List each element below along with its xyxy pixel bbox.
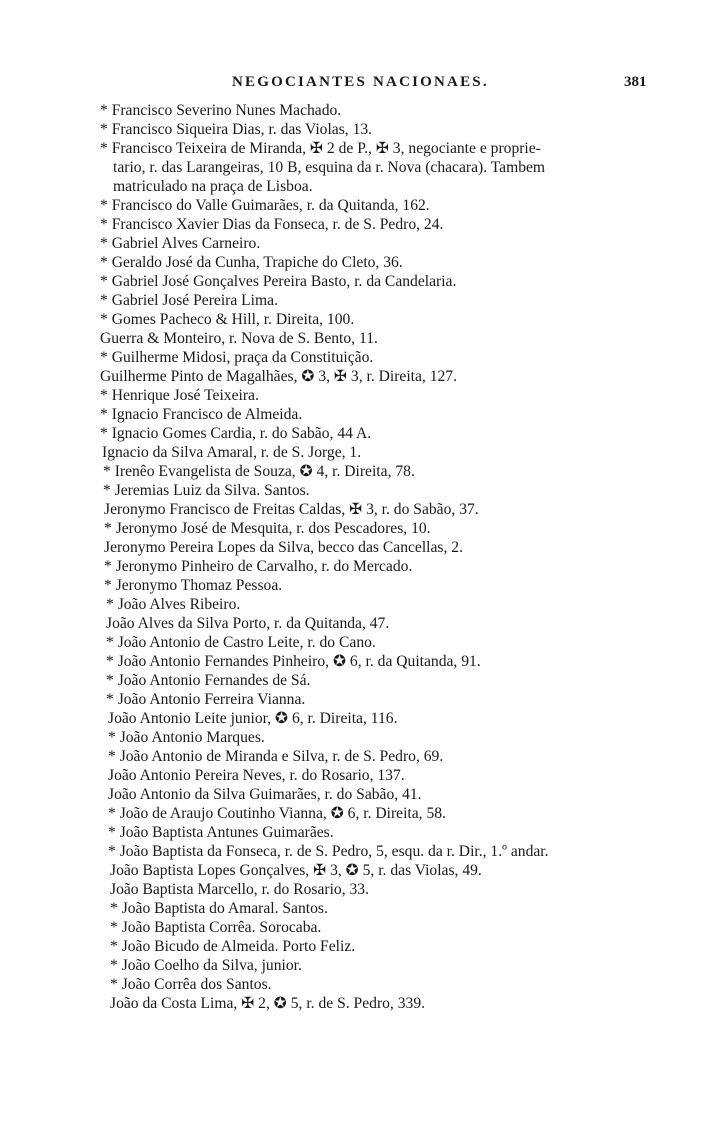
list-line: * João Alves Ribeiro. [106,596,241,613]
list-line: * Guilherme Midosi, praça da Constituição. [100,349,374,366]
list-line: matriculado na praça de Lisboa. [113,178,313,195]
list-line: João Baptista Marcello, r. do Rosario, 33. [110,881,369,898]
list-line: João Antonio Pereira Neves, r. do Rosario, 137. [108,767,405,784]
list-line: * Ignacio Gomes Cardia, r. do Sabão, 44 A. [100,425,372,442]
list-line: * João Baptista Antunes Guimarães. [108,824,334,841]
list-line: * João Corrêa dos Santos. [110,976,272,993]
list-line: * João de Araujo Coutinho Vianna, ✪ 6, r. Direita, 58. [108,805,446,822]
list-line: João Antonio da Silva Guimarães, r. do Sabão, 41. [108,786,422,803]
list-line: tario, r. das Larangeiras, 10 B, esquina da r. Nova (chacara). Tambem [113,159,546,176]
list-line: * Gabriel Alves Carneiro. [100,235,261,252]
list-line: * Ignacio Francisco de Almeida. [100,406,303,423]
list-line: * Jeronymo José de Mesquita, r. dos Pescadores, 10. [104,520,431,537]
list-line: * Francisco Teixeira de Miranda, ✠ 2 de P., ✠ 3, negociante e proprie- [100,140,541,157]
list-line: João Antonio Leite junior, ✪ 6, r. Direita, 116. [108,710,398,727]
list-line: * João Bicudo de Almeida. Porto Feliz. [110,938,356,955]
list-line: * Jeronymo Pinheiro de Carvalho, r. do Mercado. [104,558,413,575]
list-line: * João Antonio Marques. [108,729,265,746]
list-line: * Henrique José Teixeira. [100,387,259,404]
running-title: NEGOCIANTES NACIONAES. [232,74,489,90]
list-line: * João Antonio Fernandes de Sá. [106,672,311,689]
page-number: 381 [624,74,647,90]
list-line: * Francisco Severino Nunes Machado. [100,102,342,119]
list-line: Guerra & Monteiro, r. Nova de S. Bento, 11. [100,330,378,347]
list-line: * Geraldo José da Cunha, Trapiche do Cleto, 36. [100,254,403,271]
list-line: * Francisco Xavier Dias da Fonseca, r. de S. Pedro, 24. [100,216,444,233]
list-line: * João Antonio de Miranda e Silva, r. de S. Pedro, 69. [108,748,444,765]
list-line: * João Baptista do Amaral. Santos. [110,900,328,917]
list-line: Jeronymo Pereira Lopes da Silva, becco das Cancellas, 2. [104,539,463,556]
list-line: * Francisco Siqueira Dias, r. das Violas, 13. [100,121,373,138]
list-line: * Jeremias Luiz da Silva. Santos. [103,482,310,499]
list-line: * João Antonio Fernandes Pinheiro, ✪ 6, r. da Quitanda, 91. [106,653,481,670]
list-line: * Gabriel José Gonçalves Pereira Basto, r. da Candelaria. [100,273,457,290]
list-line: Jeronymo Francisco de Freitas Caldas, ✠ 3, r. do Sabão, 37. [104,501,479,518]
list-line: * Gomes Pacheco & Hill, r. Direita, 100. [100,311,355,328]
list-line: João da Costa Lima, ✠ 2, ✪ 5, r. de S. Pedro, 339. [110,995,426,1012]
list-line: * João Baptista da Fonseca, r. de S. Pedro, 5, esqu. da r. Dir., 1.º andar. [108,843,549,860]
list-line: * João Antonio de Castro Leite, r. do Cano. [106,634,376,651]
list-line: * Irenêo Evangelista de Souza, ✪ 4, r. Direita, 78. [103,463,415,480]
list-line: * Francisco do Valle Guimarães, r. da Quitanda, 162. [100,197,430,214]
list-line: * João Antonio Ferreira Vianna. [106,691,306,708]
list-line: Guilherme Pinto de Magalhães, ✪ 3, ✠ 3, r. Direita, 127. [100,368,457,385]
list-line: * João Baptista Corrêa. Sorocaba. [110,919,322,936]
list-line: João Alves da Silva Porto, r. da Quitanda, 47. [106,615,390,632]
list-line: * Gabriel José Pereira Lima. [100,292,278,309]
list-line: * Jeronymo Thomaz Pessoa. [104,577,283,594]
list-line: Ignacio da Silva Amaral, r. de S. Jorge, 1. [102,444,362,461]
list-line: * João Coelho da Silva, junior. [110,957,302,974]
list-line: João Baptista Lopes Gonçalves, ✠ 3, ✪ 5, r. das Violas, 49. [110,862,482,879]
page-header [0,74,714,98]
